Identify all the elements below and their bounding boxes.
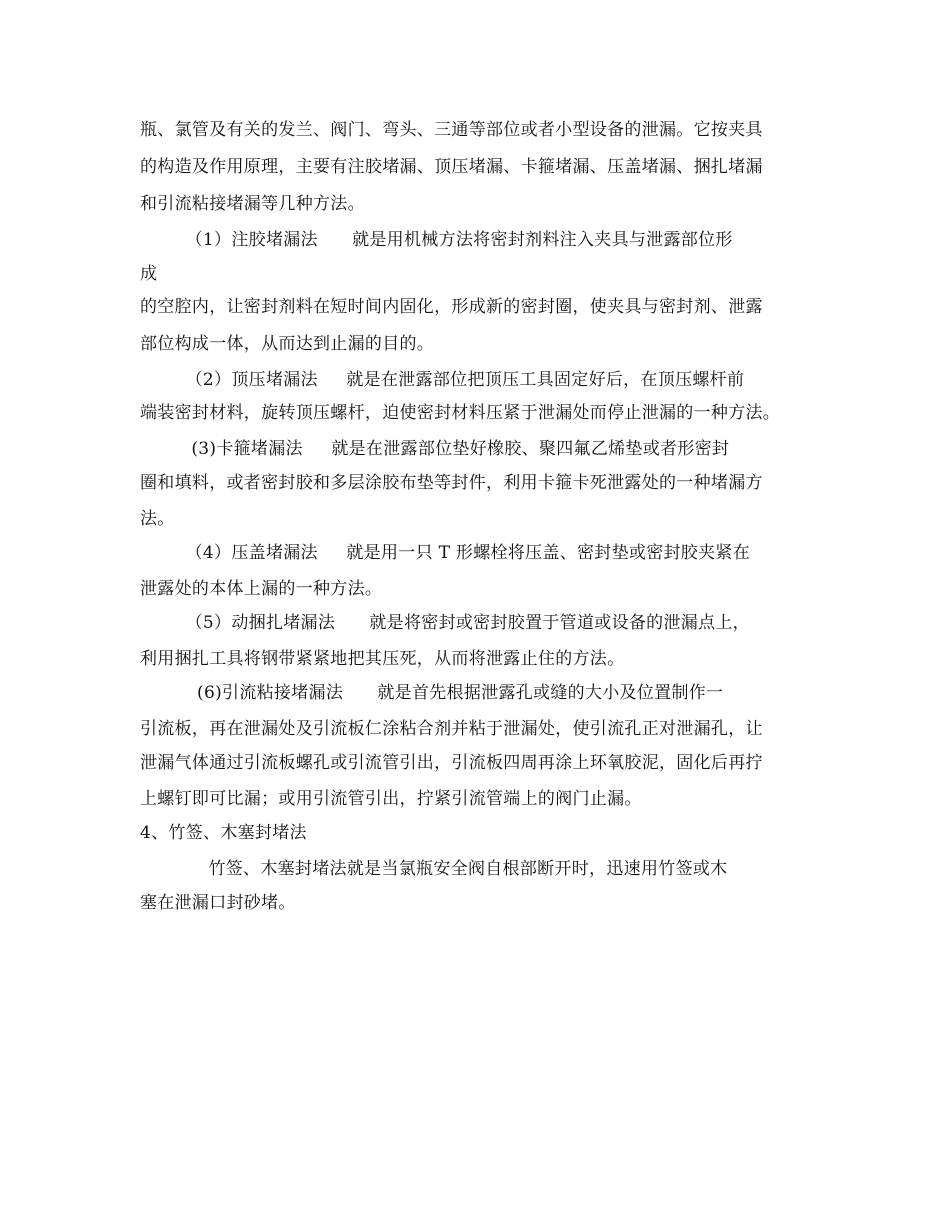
text-line: 法。 bbox=[140, 509, 175, 529]
text-line: 端装密封材料，旋转顶压螺杆，迫使密封材料压紧于泄漏处而停止泄漏的一种方法。 bbox=[140, 403, 781, 423]
text-line: 圈和填料，或者密封胶和多层涂胶布垫等封件，利用卡箍卡死泄露处的一种堵漏方 bbox=[140, 473, 763, 493]
text-line: 竹签、木塞封堵法就是当氯瓶安全阀自根部断开时，迅速用竹签或木 bbox=[140, 859, 728, 879]
text-line: 和引流粘接堵漏等几种方法。 bbox=[140, 194, 365, 214]
text-line: 上螺钉即可比漏；或用引流管引出，拧紧引流管端上的阀门止漏。 bbox=[140, 789, 642, 809]
text-line: 成 bbox=[140, 264, 158, 284]
text-line: 泄露处的本体上漏的一种方法。 bbox=[140, 579, 383, 599]
section-heading: 4、竹签、木塞封堵法 bbox=[140, 823, 307, 843]
text-line: (6)引流粘接堵漏法 就是首先根据泄露孔或缝的大小及位置制作一 bbox=[140, 683, 724, 703]
text-line: 塞在泄漏口封砂堵。 bbox=[140, 893, 296, 913]
text-line: 瓶、氯管及有关的发兰、阀门、弯头、三通等部位或者小型设备的泄漏。它按夹具 bbox=[140, 120, 763, 140]
text-line: （4）压盖堵漏法 就是用一只 T 形螺栓将压盖、密封垫或密封胶夹紧在 bbox=[140, 543, 751, 563]
text-line: (3)卡箍堵漏法 就是在泄露部位垫好橡胶、聚四氟乙烯垫或者形密封 bbox=[140, 439, 730, 459]
text-line: 引流板，再在泄漏处及引流板仁涂粘合剂并粘于泄漏处，使引流孔正对泄漏孔，让 bbox=[140, 719, 763, 739]
text-line: 的空腔内，让密封剂料在短时间内固化，形成新的密封圈，使夹具与密封剂、泄露 bbox=[140, 297, 763, 317]
text-line: （2）顶压堵漏法 就是在泄露部位把顶压工具固定好后，在顶压螺杆前 bbox=[140, 370, 745, 390]
text-line: 泄漏气体通过引流板螺孔或引流管引出，引流板四周再涂上环氧胶泥，固化后再拧 bbox=[140, 753, 763, 773]
text-line: （5）动捆扎堵漏法 就是将密封或密封胶置于管道或设备的泄漏点上， bbox=[140, 613, 750, 633]
text-line: 部位构成一体，从而达到止漏的目的。 bbox=[140, 334, 435, 354]
text-line: 的构造及作用原理，主要有注胶堵漏、顶压堵漏、卡箍堵漏、压盖堵漏、捆扎堵漏 bbox=[140, 157, 763, 177]
text-line: （1）注胶堵漏法 就是用机械方法将密封剂料注入夹具与泄露部位形 bbox=[140, 230, 733, 250]
text-line: 利用捆扎工具将钢带紧紧地把其压死，从而将泄露止住的方法。 bbox=[140, 649, 625, 669]
